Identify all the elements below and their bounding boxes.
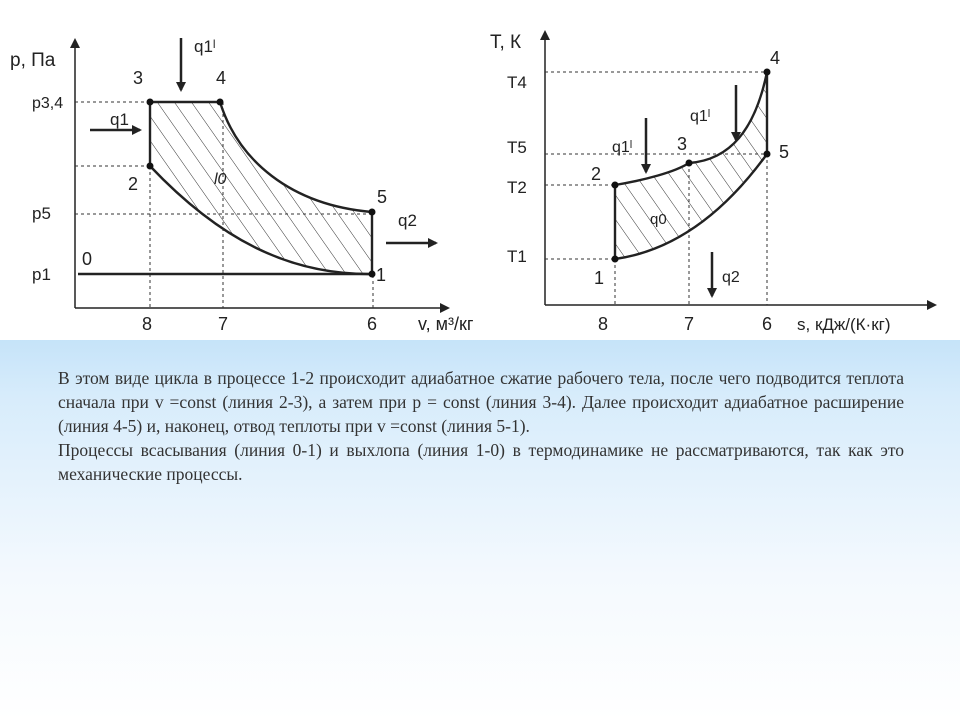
ts-diagram <box>490 32 935 334</box>
ts-y-axis-label: T, К <box>490 32 522 53</box>
ts-point-1: 1 <box>594 268 605 288</box>
pv-point-4: 4 <box>216 68 227 88</box>
ts-point-5: 5 <box>779 142 790 162</box>
pv-cycle-area <box>150 102 372 274</box>
pv-x-tick-6: 6 <box>367 314 378 334</box>
pv-work-label: l0 <box>214 171 227 188</box>
pv-point-2: 2 <box>128 174 139 194</box>
pv-q2-label: q2 <box>398 211 417 230</box>
pv-x-axis-label: v, м³/кг <box>418 314 474 334</box>
pv-point-1: 1 <box>376 265 387 285</box>
ts-point-3: 3 <box>677 134 688 154</box>
ts-q1-label: q1ˡ <box>612 139 633 156</box>
explanation-text <box>58 366 904 486</box>
ts-q2-label: q2 <box>722 269 740 286</box>
pv-x-tick-8: 8 <box>142 314 153 334</box>
explanation-paragraph-2: Процессы всасывания (линия 0-1) и выхлопа (линия 1-0) в термодинамике не рассматриваются, так как это механические процессы. <box>58 440 904 484</box>
ts-x-tick-7: 7 <box>684 314 695 334</box>
pv-diagram <box>10 37 474 334</box>
ts-y-tick-t1: T1 <box>507 247 527 266</box>
pv-point-0: 0 <box>82 249 93 269</box>
ts-q1prime-label: q1ˡ <box>690 108 711 125</box>
ts-point-4: 4 <box>770 48 781 68</box>
cycle-diagrams <box>0 0 960 340</box>
ts-x-axis-label: s, кДж/(К·кг) <box>797 315 891 334</box>
pv-y-axis-label: p, Па <box>10 50 56 71</box>
ts-y-tick-t5: T5 <box>507 138 527 157</box>
pv-point-5: 5 <box>377 187 388 207</box>
pv-y-tick-p34: p3,4 <box>32 95 64 112</box>
ts-x-tick-6: 6 <box>762 314 773 334</box>
pv-x-tick-7: 7 <box>218 314 229 334</box>
ts-y-tick-t4: T4 <box>507 73 527 92</box>
ts-point-2: 2 <box>591 164 602 184</box>
ts-area-label: q0 <box>650 211 667 228</box>
explanation-paragraph-1: В этом виде цикла в процессе 1-2 происходит адиабатное сжатие рабочего тела, после чего подводится теплота сначала при v =const (линия 2-3), а затем при p = const (линия 3-4). Далее происходит адиабатное расширение (линия 4-5) и, наконец, отвод теплоты при v =const (линия 5-1). <box>58 368 904 436</box>
ts-y-tick-t2: T2 <box>507 178 527 197</box>
pv-y-tick-p5: p5 <box>32 204 51 223</box>
pv-q1prime-label: q1ˡ <box>194 37 216 56</box>
ts-x-tick-8: 8 <box>598 314 609 334</box>
pv-point-3: 3 <box>133 68 144 88</box>
pv-q1-label: q1 <box>110 110 129 129</box>
pv-y-tick-p1: p1 <box>32 265 51 284</box>
